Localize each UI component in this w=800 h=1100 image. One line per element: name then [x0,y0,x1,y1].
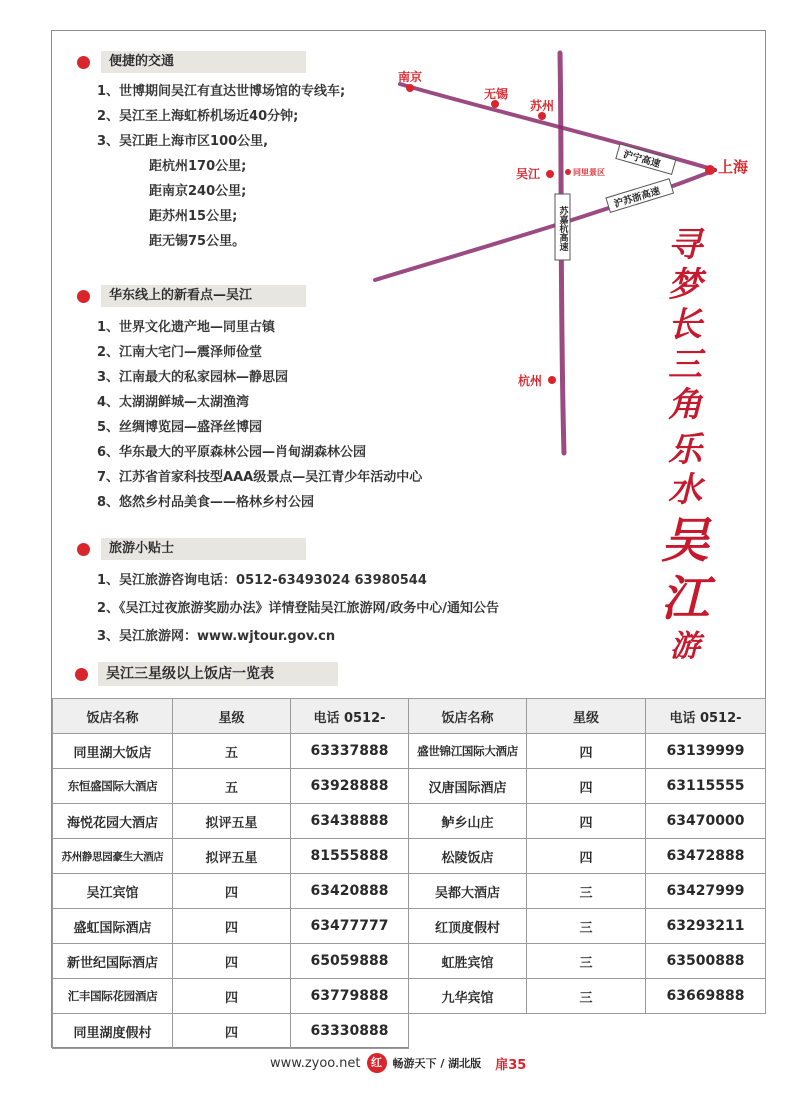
husuzhe-road-label: 沪苏浙高速 [612,185,662,211]
table-row [53,1014,766,1049]
hangzhou-label: 杭州 [518,374,543,388]
hotel-phone-cell: 63779888 [291,979,409,1014]
hotel-star-cell: 三 [527,944,646,979]
traffic-title: 便捷的交通 [101,51,306,73]
hangzhou-dot-icon [548,376,556,384]
header-cell: 饭店名称 [53,699,173,734]
slogan-char: 江 [660,571,709,627]
hotel-phone-cell: 63115555 [646,769,766,804]
header-cell: 星级 [527,699,646,734]
hotel-name-cell: 同里湖大饭店 [53,734,173,769]
traffic-distance: 距无锡75公里。 [149,234,246,249]
bullet-dot-icon [75,668,88,681]
hotel-phone-cell: 63337888 [291,734,409,769]
table-row [53,804,766,839]
suzhou-label: 苏州 [530,99,555,113]
table-row [53,874,766,909]
nanjing-label: 南京 [398,70,423,84]
table-row [53,839,766,874]
nanjing-dot-icon [406,84,414,92]
hotel-star-cell: 四 [173,874,291,909]
page-number: 扉35 [495,1057,527,1073]
slogan-char: 三 [668,345,702,385]
hotel-phone-cell: 63293211 [646,909,766,944]
spot-item: 6、华东最大的平原森林公园—肖甸湖森林公园 [97,445,367,460]
hotel-name-cell: 红顶度假村 [409,909,527,944]
hotel-name-cell: 鲈乡山庄 [409,804,527,839]
huning-road-line [400,84,715,170]
header-cell: 电话 0512- [646,699,766,734]
wujiang-label: 吴江 [516,167,541,181]
tips-lines [97,567,499,651]
table-row [53,944,766,979]
bullet-dot-icon [77,56,90,69]
hotel-star-cell: 四 [173,909,291,944]
hotel-star-cell: 三 [527,874,646,909]
traffic-lines [97,79,345,254]
wujiang-dot-icon [546,170,554,178]
slogan-wujiang [652,512,718,628]
hotel-star-cell: 四 [173,944,291,979]
traffic-line: 3、吴江距上海市区100公里, [97,134,269,149]
traffic-distance: 距苏州15公里; [149,209,238,224]
hotel-phone-cell: 65059888 [291,944,409,979]
footer-publication: 畅游天下 / 湖北版 [392,1057,482,1070]
wuxi-label: 无锡 [484,87,509,101]
slogan-char: 寻 [668,225,702,265]
footer-url: www.zyoo.net [270,1055,361,1071]
hotel-name-cell: 汉唐国际酒店 [409,769,527,804]
hotels-title: 吴江三星级以上饭店一览表 [98,662,338,686]
traffic-distance: 距杭州170公里; [149,159,247,174]
hotels-section-header [75,662,338,686]
tips-section-header [77,538,306,560]
hotel-name-cell: 九华宾馆 [409,979,527,1014]
hotel-phone-cell: 63438888 [291,804,409,839]
hotel-phone-cell: 63470000 [646,804,766,839]
empty-cell [409,1014,766,1049]
hotel-phone-cell: 81555888 [291,839,409,874]
tip-item: 2、《吴江过夜旅游奖励办法》详情登陆吴江旅游网/政务中心/通知公告 [97,601,500,616]
spot-item: 2、江南大宅门—震泽师俭堂 [97,345,263,360]
hotels-table [52,698,766,1049]
hotel-star-cell: 五 [173,734,291,769]
table-row [53,979,766,1014]
tip-item: 1、吴江旅游咨询电话：0512-63493024 63980544 [97,573,427,588]
hotel-name-cell: 盛虹国际酒店 [53,909,173,944]
table-row [53,909,766,944]
shanghai-label: 上海 [718,158,749,176]
wuxi-dot-icon [491,100,499,108]
hotel-name-cell: 盛世锦江国际大酒店 [409,734,527,769]
traffic-distance: 距南京240公里; [149,184,247,199]
hotel-star-cell: 四 [527,804,646,839]
bullet-dot-icon [77,543,90,556]
spot-item: 5、丝绸博览园—盛泽丝博园 [97,420,263,435]
hotel-star-cell: 四 [527,839,646,874]
hotel-star-cell: 四 [527,769,646,804]
hotel-phone-cell: 63472888 [646,839,766,874]
slogan-end: 游 [670,629,700,664]
spot-item: 8、悠然乡村品美食——格林乡村公园 [97,495,315,510]
hotel-phone-cell: 63669888 [646,979,766,1014]
hotel-phone-cell: 63139999 [646,734,766,769]
slogan-char: 吴 [660,513,709,569]
hotel-star-cell: 四 [173,1014,291,1049]
hotel-name-cell: 虹胜宾馆 [409,944,527,979]
slogan-char: 乐 [668,430,702,470]
hotel-name-cell: 东恒盛国际大酒店 [53,769,173,804]
hotel-name-cell: 汇丰国际花园酒店 [53,979,173,1014]
table-header-row [53,699,766,734]
huning-road-label: 沪宁高速 [621,149,662,171]
slogan-char: 梦 [668,265,702,305]
tongli-label: 同里景区 [573,168,605,177]
hotel-phone-cell: 63928888 [291,769,409,804]
hotel-name-cell: 吴都大酒店 [409,874,527,909]
hotel-phone-cell: 63477777 [291,909,409,944]
spot-item: 3、江南最大的私家园林—静思园 [97,370,289,385]
hotel-name-cell: 吴江宾馆 [53,874,173,909]
page-footer [270,1053,526,1073]
hotel-name-cell: 同里湖度假村 [53,1014,173,1049]
spot-item: 1、世界文化遗产地—同里古镇 [97,320,276,335]
hotel-name-cell: 苏州静思园豪生大酒店 [53,839,173,874]
spot-item: 4、太湖湖鲜城—太湖渔湾 [97,395,250,410]
hotel-star-cell: 四 [527,734,646,769]
hotel-star-cell: 拟评五星 [173,839,291,874]
spot-item: 7、江苏省首家科技型AAA级景点—吴江青少年活动中心 [97,470,423,485]
slogan-line-2 [660,430,710,510]
hotel-star-cell: 五 [173,769,291,804]
hotel-star-cell: 四 [173,979,291,1014]
slogan-char: 角 [668,385,702,425]
table-row [53,769,766,804]
header-cell: 电话 0512- [291,699,409,734]
hotel-phone-cell: 63427999 [646,874,766,909]
tip-item: 3、吴江旅游网：www.wjtour.gov.cn [97,629,336,644]
tongli-dot-icon [565,169,571,175]
spots-section-header [77,285,306,307]
hotel-phone-cell: 63420888 [291,874,409,909]
table-row [53,734,766,769]
shanghai-dot-icon [705,165,715,175]
slogan-char: 水 [668,470,702,510]
slogan-line-1 [660,225,710,425]
sujiahang-road-label: 苏嘉杭高速 [557,206,568,251]
spots-title: 华东线上的新看点—吴江 [101,285,306,307]
hotel-name-cell: 海悦花园大酒店 [53,804,173,839]
hotel-phone-cell: 63500888 [646,944,766,979]
hotel-star-cell: 拟评五星 [173,804,291,839]
hotel-star-cell: 三 [527,909,646,944]
tips-title: 旅游小贴士 [101,538,306,560]
hotel-phone-cell: 63330888 [291,1014,409,1049]
hotel-name-cell: 新世纪国际酒店 [53,944,173,979]
header-cell: 饭店名称 [409,699,527,734]
slogan-char: 长 [668,305,702,345]
hotel-name-cell: 松陵饭店 [409,839,527,874]
publisher-logo-icon: 红 [367,1053,387,1073]
traffic-section-header [77,51,306,73]
header-cell: 星级 [173,699,291,734]
hotel-star-cell: 三 [527,979,646,1014]
bullet-dot-icon [77,290,90,303]
traffic-line: 1、世博期间吴江有直达世博场馆的专线车; [97,84,346,99]
traffic-line: 2、吴江至上海虹桥机场近40分钟; [97,109,299,124]
suzhou-dot-icon [538,112,546,120]
